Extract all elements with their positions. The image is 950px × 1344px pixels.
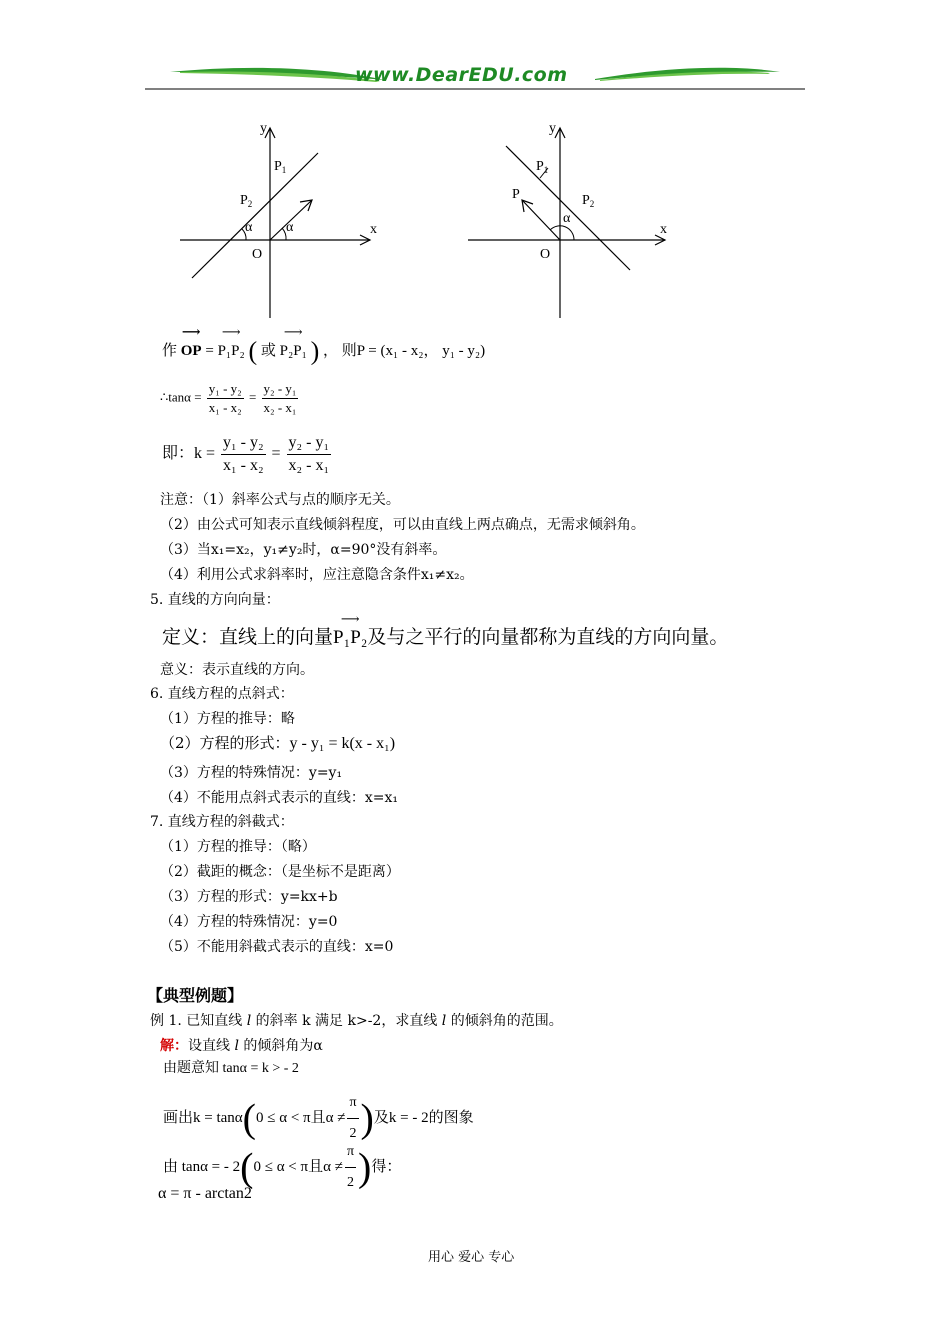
point-slope-formula: y - y₁ = k(x - x₁) [289,735,396,752]
right-figure [468,121,667,318]
sol-line-l: l [234,1038,239,1054]
right-x-label: x [660,222,667,237]
section-7-item-3: （3）方程的形式：y=kx+b [160,889,338,905]
fraction-2-den: x₂ - x₁ [263,400,297,415]
eq-sign-1: = [205,343,214,359]
fraction-1-num: y₁ - y₂ [207,380,244,399]
solution-line-1: 由题意知 tanα = k > - 2 [163,1061,299,1076]
section-6-item-2 [160,733,395,754]
left-figure [180,121,377,318]
left-p2-label: $P_2$ [240,193,253,209]
line3-paren-left: ( [240,1144,254,1190]
eq-sign-2: = [248,389,257,405]
ex1-part-c: 的倾斜角的范围。 [446,1013,563,1029]
section-6-title: 6. 直线方程的点斜式： [150,686,294,702]
tan-alpha-formula [160,380,300,417]
right-origin-label: O [540,247,551,262]
footer-text: 用心 爱心 专心 [428,1250,515,1265]
slope-k-formula [162,432,333,477]
eq-sign-3: = [271,445,281,463]
line2-condition: 0 ≤ α < π且α ≠ [255,1109,346,1126]
left-alpha-label-2: α [286,220,294,235]
pi-over-two-1-num: π [347,1088,358,1119]
section-7-item-5: （5）不能用斜截式表示的直线：x=0 [160,939,394,955]
sol-part-b: 的倾斜角为α [238,1038,323,1054]
fraction-4-den: x₂ - x₁ [288,457,330,474]
text-zuo: 作 [162,343,178,359]
fraction-1 [207,380,244,417]
fraction-3-den: x₁ - x₂ [223,457,264,474]
k-prefix: 即：k = [162,445,216,463]
fraction-2 [262,380,299,417]
pi-over-two-1-den: 2 [349,1126,357,1141]
solution-label: 解： [160,1038,188,1054]
vector-p1p2: ⟶ P₁P₂ [218,338,245,364]
note-1: 注意：（1）斜率公式与点的顺序无关。 [160,492,400,508]
right-vector-op [522,200,560,240]
definition-suffix: 及与之平行的向量都称为直线的方向向量。 [367,626,729,648]
line2-paren-left: ( [242,1095,256,1141]
vector-p2p1: ⟶ P₂P₁ [280,338,307,364]
line2-paren-right: ) [360,1095,374,1141]
pi-over-two-2 [345,1137,356,1198]
ex1-part-a: 例 1. 已知直线 [150,1013,247,1029]
right-p1-label: $P_1$ [536,159,549,175]
line3-prefix: 由 tanα = - 2 [163,1158,241,1175]
example-1-question [150,1012,563,1030]
section-6-item-1: （1）方程的推导：略 [160,711,295,727]
left-p1-label: $P_1$ [274,159,287,175]
right-p-label: P [512,187,520,202]
left-y-label: y [260,121,267,136]
section-7-item-4: （4）方程的特殊情况：y=0 [160,914,338,930]
ex1-part-b: 的斜率 k 满足 k>-2，求直线 [251,1013,442,1029]
header-logo-text[interactable]: www.DearEDU.com [355,64,568,86]
coordinate-figures [170,118,690,328]
note-3: （3）当x₁=x₂，y₁≠y₂时，α=90°没有斜率。 [160,542,447,558]
pi-over-two-2-num: π [345,1137,356,1168]
section-6-item-4: （4）不能用点斜式表示的直线：x=x₁ [160,790,399,806]
header-banner [140,60,810,92]
line3-suffix: 得： [371,1158,402,1175]
line3-paren-right: ) [358,1144,372,1190]
ex1-line-l-1: l [246,1013,252,1029]
left-alpha-label-1: α [245,220,253,235]
section-5-meaning: 意义：表示直线的方向。 [160,662,314,678]
line3-condition: 0 ≤ α < π且α ≠ [253,1158,343,1175]
item-2-prefix: （2）方程的形式： [160,734,290,752]
line2-prefix: 画出k = tanα [163,1109,243,1126]
line2-suffix: 及k = - 2的图象 [373,1109,474,1126]
p-coordinates: (x₁ - x₂， y₁ - y₂) [380,343,486,359]
fraction-2-num: y₂ - y₁ [262,380,299,399]
right-y-label: y [549,121,556,136]
fraction-1-den: x₁ - x₂ [208,400,242,415]
section-5-title: 5. 直线的方向向量： [150,592,280,608]
fraction-4 [287,432,331,477]
fraction-3-num: y₁ - y₂ [221,432,265,455]
ex1-line-l-2: l [441,1013,447,1029]
definition-prefix: 定义：直线上的向量 [162,626,334,648]
section-7-item-2: （2）截距的概念：（是坐标不是距离） [160,864,400,880]
note-2: （2）由公式可知表示直线倾斜程度，可以由直线上两点确点，无需求倾斜角。 [160,517,645,533]
text-or: 或 [260,343,276,359]
paren-left: ( [248,336,258,366]
fraction-4-num: y₂ - y₁ [287,432,331,455]
right-line-p1p2 [506,146,630,270]
direction-vector-p1p2: ⟶ P₁P₂ [333,625,367,651]
vector-op-definition [162,338,485,364]
section-6-item-3: （3）方程的特殊情况：y=y₁ [160,765,343,781]
solution-line-0 [160,1037,323,1055]
right-p2-label: $P_2$ [582,193,595,209]
section-7-title: 7. 直线方程的斜截式： [150,814,294,830]
section-5-definition [162,624,728,651]
left-origin-label: O [252,247,263,262]
examples-heading: 【典型例题】 [147,986,244,1005]
right-alpha-label: α [563,211,571,226]
solution-line-4: α = π - arctan2 [158,1185,252,1202]
note-4: （4）利用公式求斜率时，应注意隐含条件x₁≠x₂。 [160,567,474,583]
paren-right: ) [310,336,320,366]
section-7-item-1: （1）方程的推导：（略） [160,839,316,855]
sol-part-a: 设直线 [188,1038,235,1054]
left-x-label: x [370,222,377,237]
text-then-p: ， 则P = [323,343,377,359]
tan-prefix: ∴tanα = [160,389,202,405]
pi-over-two-2-den: 2 [346,1175,354,1190]
fraction-3 [221,432,265,477]
vector-op: ⟶ OP [181,338,202,364]
